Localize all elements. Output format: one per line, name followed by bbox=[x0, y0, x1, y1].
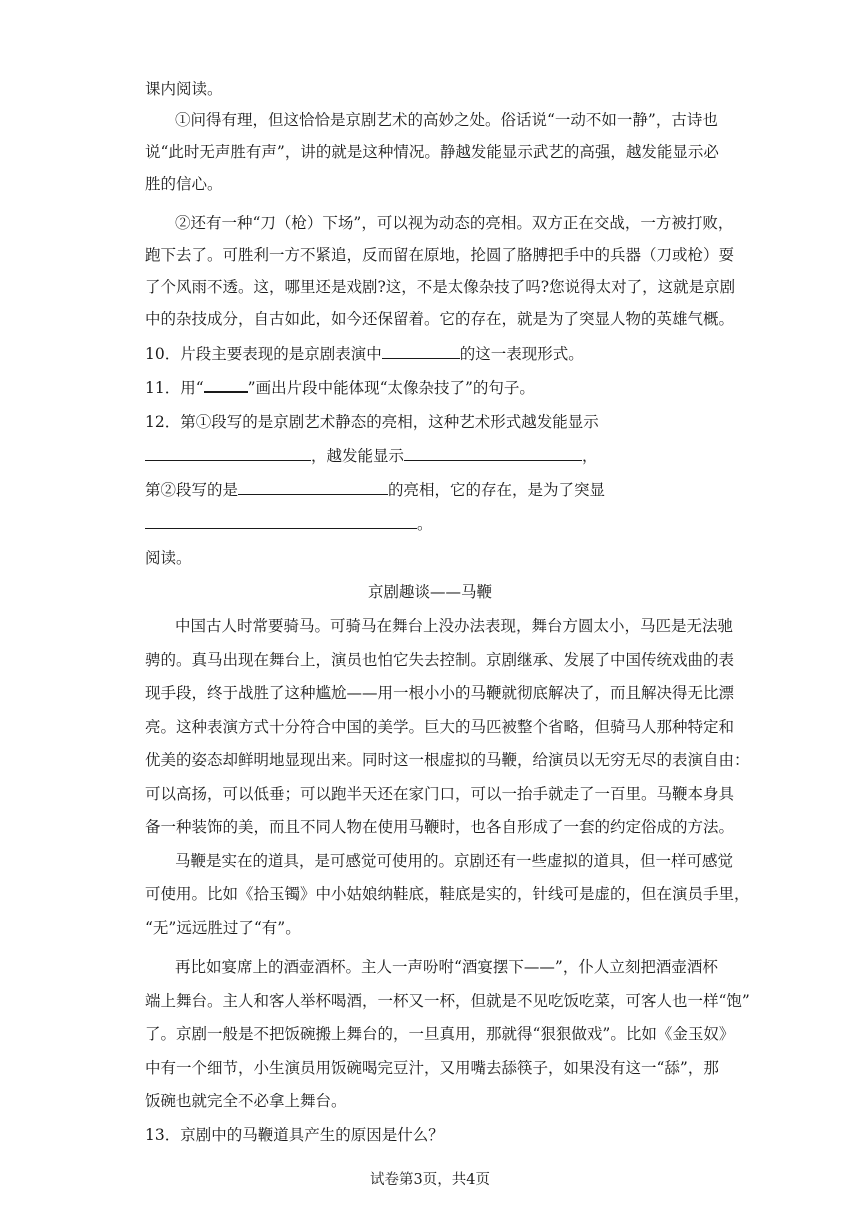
article-p3-line-5: 饭碗也就完全不必拿上舞台。 bbox=[145, 1092, 347, 1110]
article-p3-line-4: 中有一个细节，小生演员用饭碗喝完豆汁，又用嘴去舔筷子，如果没有这一“舔”，那 bbox=[145, 1059, 719, 1077]
paragraph-1-line-2: 说“此时无声胜有声”，讲的就是这种情况。静越发能显示武艺的高强，越发能显示必 bbox=[145, 143, 719, 161]
question-10-text-end: 的这一表现形式。 bbox=[459, 345, 584, 363]
article-p1-line-6: 可以高扬，可以低垂；可以跑半天还在家门口，可以一抬手就走了一百里。马鞭本身具 bbox=[145, 785, 735, 803]
article-p3-line-2: 端上舞台。主人和客人举杯喝酒，一杯又一杯，但就是不见吃饭吃菜，可客人也一样“饱” bbox=[145, 992, 750, 1010]
paragraph-2-line-3: 了个风雨不透。这，哪里还是戏剧?这，不是太像杂技了吗?您说得太对了，这就是京剧 bbox=[145, 278, 736, 296]
question-12-line-1: 12．第①段写的是京剧艺术静态的亮相，这种艺术形式越发能显示 bbox=[145, 413, 599, 431]
paragraph-2-line-2: 跑下去了。可胜利一方不紧追，反而留在原地，抡圆了胳膊把手中的兵器（刀或枪）耍 bbox=[145, 246, 735, 264]
question-11-text-end: ”画出片段中能体现“太像杂技了”的句子。 bbox=[247, 379, 535, 397]
question-12-period: 。 bbox=[417, 515, 433, 533]
article-p2-line-1: 马鞭是实在的道具，是可感觉可使用的。京剧还有一些虚拟的道具，但一样可感觉 bbox=[175, 852, 734, 870]
question-12-line-4 bbox=[145, 512, 433, 534]
question-12-line-2 bbox=[145, 444, 598, 466]
paragraph-1-line-3: 胜的信心。 bbox=[145, 175, 223, 193]
question-10-answer-blank[interactable] bbox=[382, 343, 460, 359]
section-heading-reading: 阅读。 bbox=[145, 549, 192, 567]
question-11-underline-mark bbox=[204, 376, 248, 393]
question-12-line-3-end: 的亮相，它的存在，是为了突显 bbox=[388, 481, 606, 499]
paragraph-1-line-1: ①问得有理，但这恰恰是京剧艺术的高妙之处。俗话说“一动不如一静”，古诗也 bbox=[175, 111, 718, 129]
article-p1-line-4: 亮。这种表演方式十分符合中国的美学。巨大的马匹被整个省略，但骑马人那种特定和 bbox=[145, 718, 735, 736]
question-12-blank-4[interactable] bbox=[145, 513, 417, 529]
article-p3-line-3: 了。京剧一般是不把饭碗搬上舞台的，一旦真用，那就得“狠狠做戏”。比如《金玉奴》 bbox=[145, 1025, 735, 1043]
article-title: 京剧趣谈——马鞭 bbox=[367, 583, 492, 601]
article-p2-line-2: 可使用。比如《拾玉镯》中小姑娘纳鞋底，鞋底是实的，针线可是虚的，但在演员手里， bbox=[145, 885, 750, 903]
section-heading-classroom-reading: 课内阅读。 bbox=[145, 80, 223, 98]
paragraph-2-line-4: 中的杂技成分，自古如此，如今还保留着。它的存在，就是为了突显人物的英雄气概。 bbox=[145, 310, 735, 328]
question-10-text-start: 10．片段主要表现的是京剧表演中 bbox=[145, 345, 382, 363]
question-11 bbox=[145, 376, 535, 398]
question-12-blank-2[interactable] bbox=[404, 445, 582, 461]
article-p1-line-1: 中国古人时常要骑马。可骑马在舞台上没办法表现，舞台方圆太小，马匹是无法驰 bbox=[175, 617, 734, 635]
article-p1-line-3: 现手段，终于战胜了这种尴尬——用一根小小的马鞭就彻底解决了，而且解决得无比漂 bbox=[145, 684, 735, 702]
question-10 bbox=[145, 342, 584, 364]
question-11-text-start: 11．用“ bbox=[145, 379, 204, 397]
article-p1-line-5: 优美的姿态却鲜明地显现出来。同时这一根虚拟的马鞭，给演员以无穷无尽的表演自由： bbox=[145, 751, 750, 769]
article-p2-line-3: “无”远远胜过了“有”。 bbox=[145, 919, 301, 937]
article-p1-line-2: 骋的。真马出现在舞台上，演员也怕它失去控制。京剧继承、发展了中国传统戏曲的表 bbox=[145, 651, 735, 669]
page-footer: 试卷第3页，共4页 bbox=[370, 1172, 490, 1188]
question-12-blank-3[interactable] bbox=[238, 479, 388, 495]
article-p1-line-7: 备一种装饰的美，而且不同人物在使用马鞭时，也各自形成了一套的约定俗成的方法。 bbox=[145, 818, 735, 836]
question-12-line-3-start: 第②段写的是 bbox=[145, 481, 239, 499]
article-p3-line-1: 再比如宴席上的酒壶酒杯。主人一声吩咐“酒宴摆下——”，仆人立刻把酒壶酒杯 bbox=[175, 958, 718, 976]
question-12-blank-1[interactable] bbox=[145, 445, 311, 461]
question-13: 13．京剧中的马鞭道具产生的原因是什么？ bbox=[145, 1126, 444, 1144]
question-12-line-3 bbox=[145, 478, 605, 500]
question-12-mid-text: ，越发能显示 bbox=[311, 447, 405, 465]
paragraph-2-line-1: ②还有一种“刀（枪）下场”，可以视为动态的亮相。双方正在交战，一方被打败， bbox=[175, 214, 734, 232]
question-12-comma: ， bbox=[582, 447, 598, 465]
